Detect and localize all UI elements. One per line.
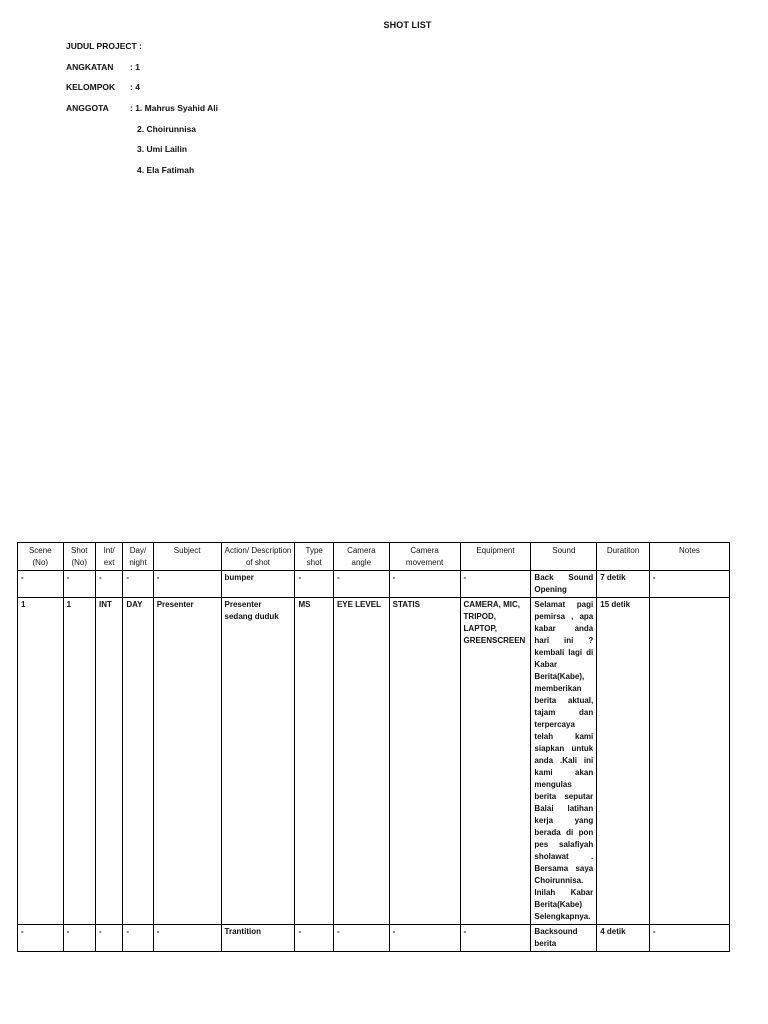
- cell-equipment: -: [460, 925, 531, 952]
- header-scene: Scene (No): [18, 543, 64, 571]
- header-int-ext: Int/ ext: [95, 543, 122, 571]
- cell-camera-angle: -: [333, 925, 389, 952]
- cell-day-night: -: [123, 571, 153, 598]
- cell-camera-angle: EYE LEVEL: [333, 598, 389, 925]
- header-sound: Sound: [531, 543, 597, 571]
- header-camera-movement: Camera movement: [389, 543, 460, 571]
- cell-subject: Presenter: [153, 598, 221, 925]
- cell-int-ext: INT: [95, 598, 122, 925]
- cell-sound: Back Sound Opening: [531, 571, 597, 598]
- meta-angkatan-label: ANGKATAN: [66, 62, 114, 72]
- cell-duration: 4 detik: [597, 925, 650, 952]
- cell-subject: -: [153, 925, 221, 952]
- cell-camera-movement: -: [389, 925, 460, 952]
- cell-notes: [649, 598, 729, 925]
- cell-duration: 7 detik: [597, 571, 650, 598]
- header-action: Action/ Description of shot: [221, 543, 295, 571]
- header-notes: Notes: [649, 543, 729, 571]
- cell-type-shot: MS: [295, 598, 333, 925]
- meta-anggota-label: ANGGOTA: [66, 103, 109, 113]
- cell-subject: -: [153, 571, 221, 598]
- shot-list-table: [17, 542, 730, 952]
- meta-kelompok-value: : 4: [130, 82, 140, 92]
- cell-shot: 1: [63, 598, 95, 925]
- meta-angkatan-value: : 1: [130, 62, 140, 72]
- table-row: [18, 925, 730, 952]
- header-camera-angle: Camera angle: [333, 543, 389, 571]
- cell-duration: 15 detik: [597, 598, 650, 925]
- cell-int-ext: -: [95, 571, 122, 598]
- header-equipment: Equipment: [460, 543, 531, 571]
- table-row: [18, 571, 730, 598]
- cell-scene: 1: [18, 598, 64, 925]
- cell-camera-angle: -: [333, 571, 389, 598]
- header-subject: Subject: [153, 543, 221, 571]
- cell-type-shot: -: [295, 571, 333, 598]
- meta-angkatan: [66, 62, 140, 72]
- cell-int-ext: -: [95, 925, 122, 952]
- cell-action: Trantition: [221, 925, 295, 952]
- meta-kelompok: [66, 82, 140, 92]
- cell-notes: -: [649, 571, 729, 598]
- document-title: SHOT LIST: [383, 20, 432, 30]
- cell-action: Presenter sedang duduk: [221, 598, 295, 925]
- member-2: 2. Choirunnisa: [137, 124, 197, 134]
- table-row: [18, 598, 730, 925]
- cell-notes: -: [649, 925, 729, 952]
- meta-judul-project-label: JUDUL PROJECT :: [66, 41, 142, 51]
- meta-anggota-value: : 1. Mahrus Syahid Ali: [130, 103, 219, 113]
- meta-anggota: [66, 103, 218, 113]
- header-shot: Shot (No): [63, 543, 95, 571]
- header-type-shot: Type shot: [295, 543, 333, 571]
- cell-shot: -: [63, 571, 95, 598]
- cell-action: bumper: [221, 571, 295, 598]
- member-4: 4. Ela Fatimah: [137, 165, 195, 175]
- meta-kelompok-label: KELOMPOK: [66, 82, 116, 92]
- cell-day-night: DAY: [123, 598, 153, 925]
- member-3: 3. Umi Lailin: [137, 144, 188, 154]
- cell-sound: Selamat pagi pemirsa , apa kabar anda hari ini ? kembali lagi di Kabar Berita(Kabe), memberikan berita aktual, tajam dan terpercaya telah kami siapkan untuk anda .Kali ini kami akan mengulas berita seputar Balai latihan kerja yang berada di pon pes salafiyah sholawat . Bersama saya Choirunnisa. Inilah Kabar Berita(Kabe) Selengkapnya.: [531, 598, 597, 925]
- cell-day-night: -: [123, 925, 153, 952]
- header-duration: Duratiton: [597, 543, 650, 571]
- cell-equipment: CAMERA, MIC, TRIPOD, LAPTOP, GREENSCREEN: [460, 598, 531, 925]
- cell-type-shot: -: [295, 925, 333, 952]
- table-header-row: [18, 543, 730, 571]
- cell-shot: -: [63, 925, 95, 952]
- cell-equipment: -: [460, 571, 531, 598]
- header-day-night: Day/ night: [123, 543, 153, 571]
- cell-scene: -: [18, 925, 64, 952]
- cell-camera-movement: -: [389, 571, 460, 598]
- cell-camera-movement: STATIS: [389, 598, 460, 925]
- meta-judul-project: [66, 41, 142, 51]
- cell-sound: Backsound berita: [531, 925, 597, 952]
- cell-scene: -: [18, 571, 64, 598]
